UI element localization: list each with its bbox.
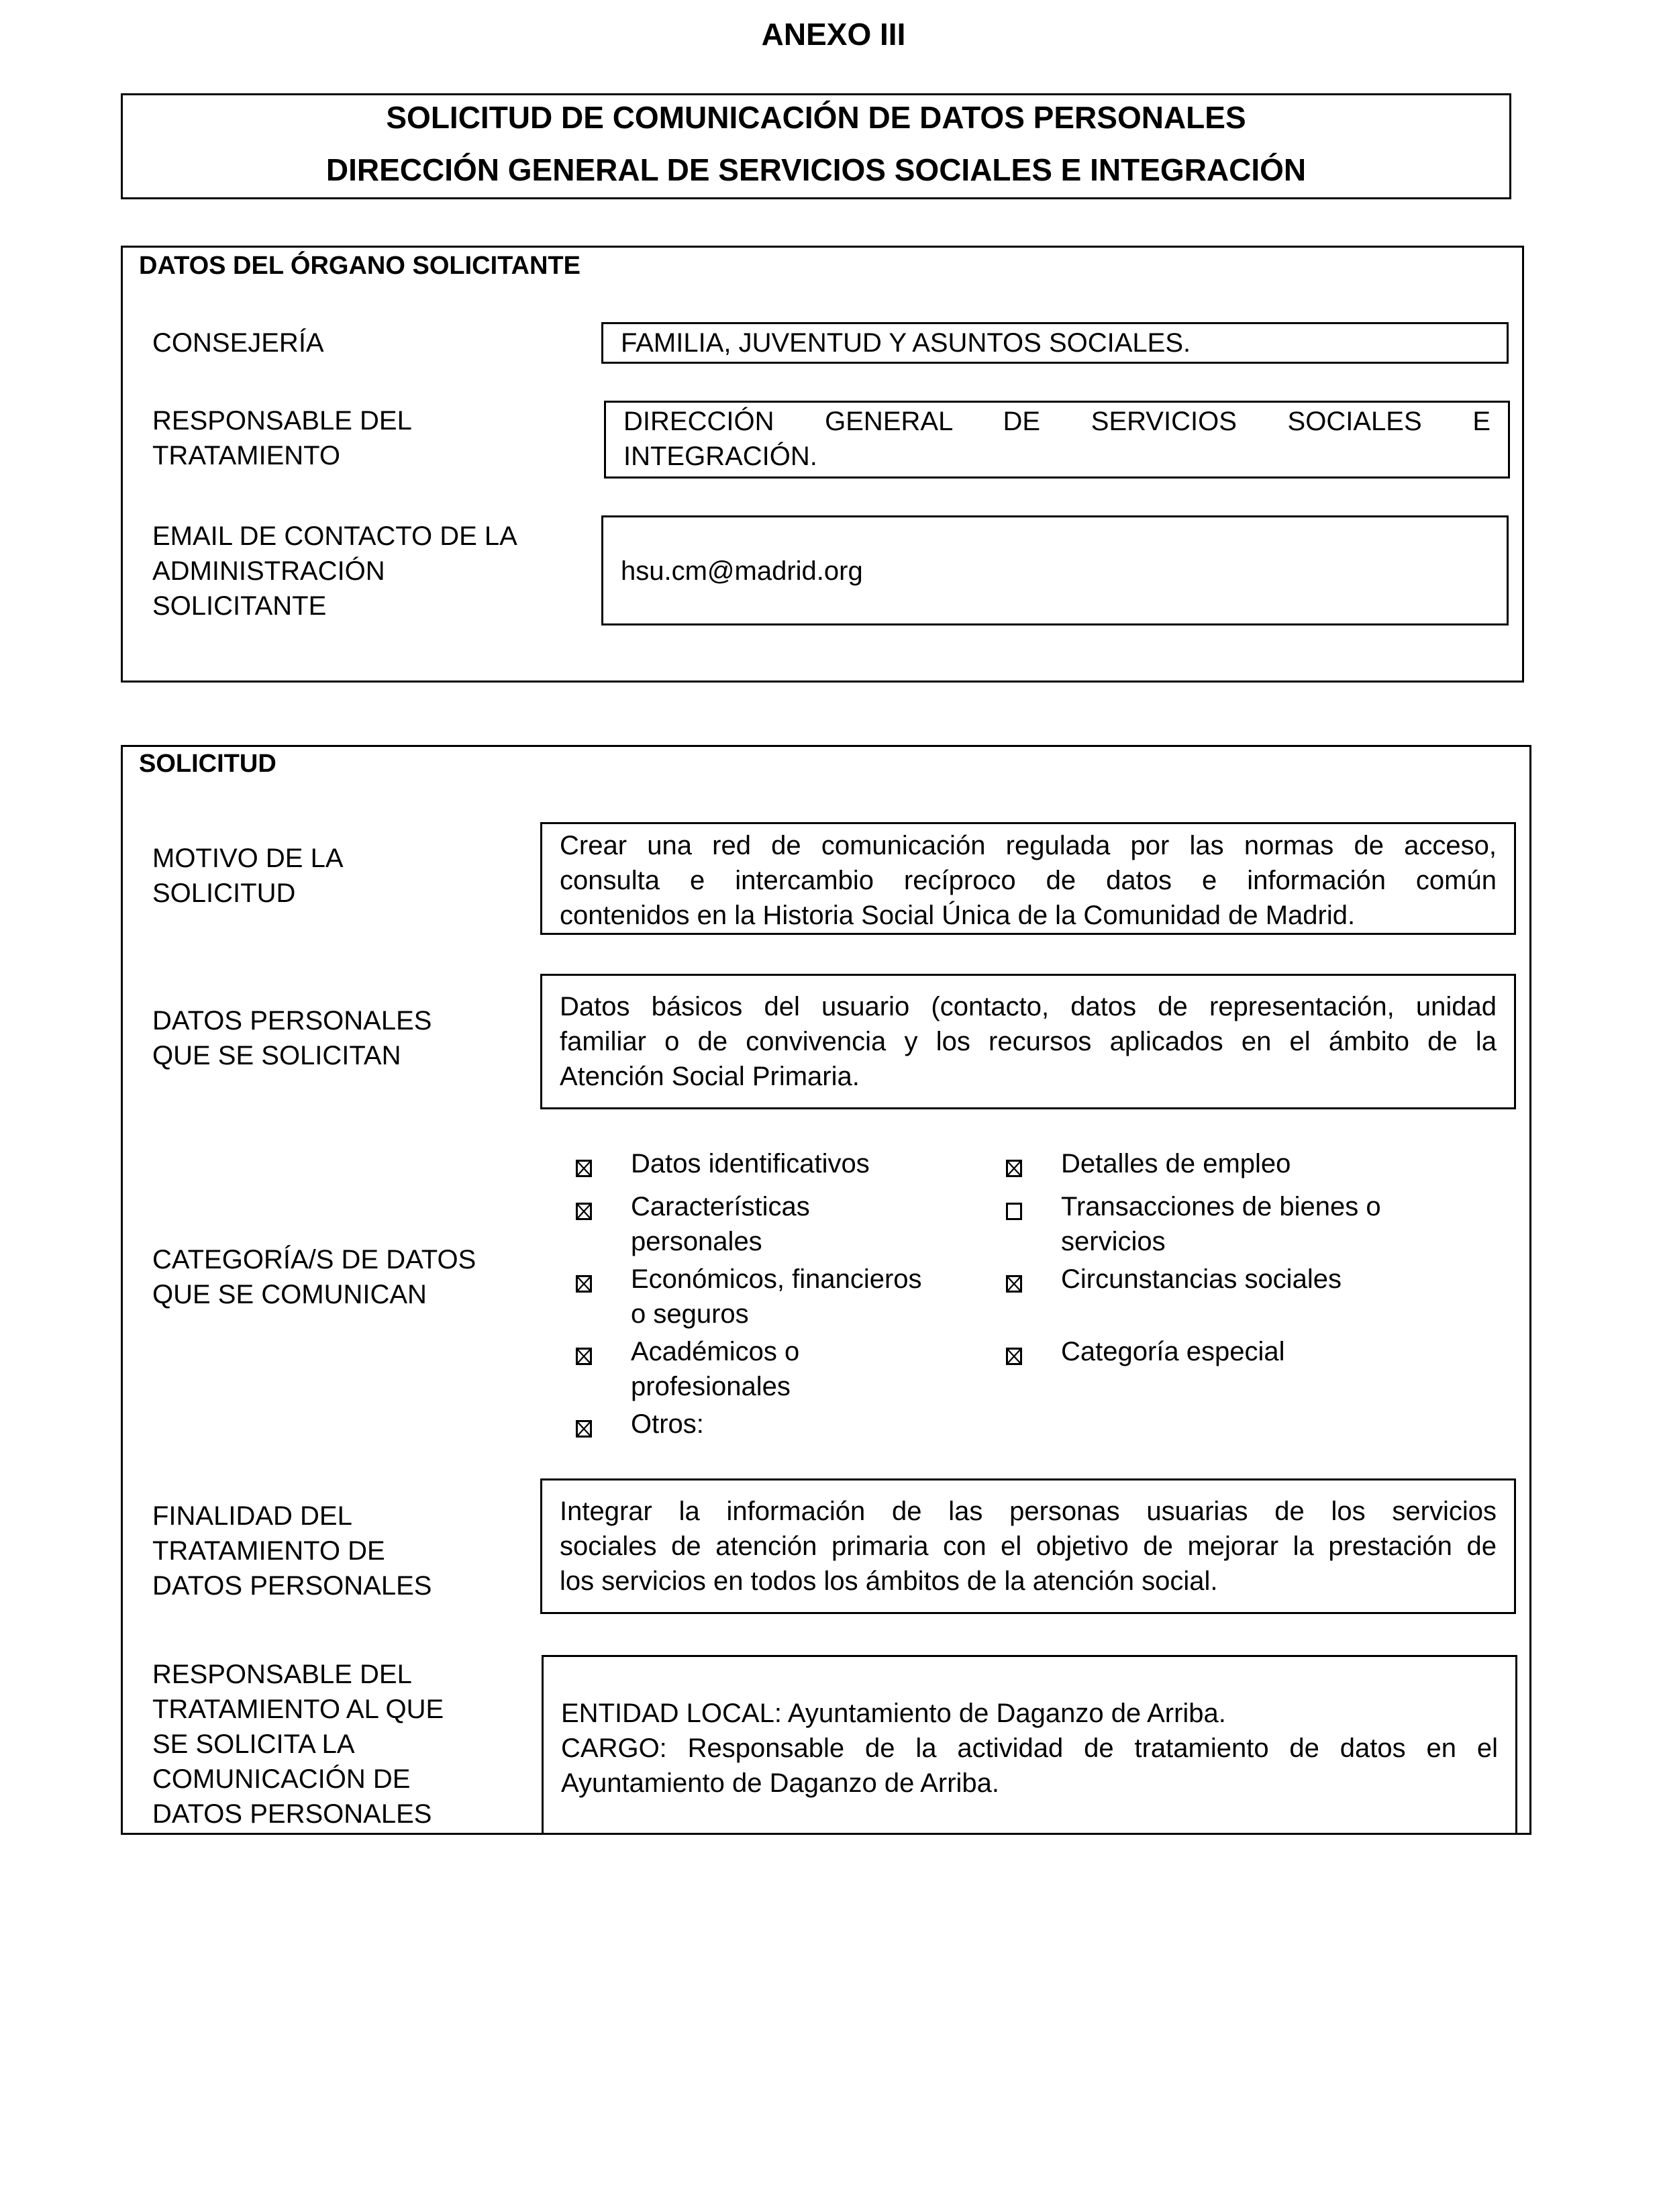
consejeria-value: FAMILIA, JUVENTUD Y ASUNTOS SOCIALES.: [621, 328, 1191, 358]
section-title: SOLICITUD: [139, 750, 276, 778]
motivo-label: [152, 841, 344, 911]
responsable-destino-field[interactable]: [542, 1655, 1517, 1835]
email-field[interactable]: [601, 515, 1509, 625]
label-line: FINALIDAD DEL: [152, 1501, 352, 1531]
label-line: RESPONSABLE DEL: [152, 1660, 412, 1689]
checkbox-label: profesionales: [631, 1372, 791, 1401]
datos-value-line: familiar o de convivencia y los recursos aplicados en el ámbito de la: [560, 1027, 1497, 1056]
checkbox-checked-icon[interactable]: [576, 1420, 592, 1438]
datos-personales-field[interactable]: [540, 974, 1516, 1109]
responsable-value-line: INTEGRACIÓN.: [623, 442, 817, 471]
finalidad-value-line: los servicios en todos los ámbitos de la atención social.: [560, 1566, 1218, 1596]
checkbox-checked-icon[interactable]: [576, 1203, 592, 1220]
checkbox-label: servicios: [1061, 1227, 1166, 1256]
label-line: DATOS PERSONALES: [152, 1571, 432, 1601]
label-line: QUE SE COMUNICAN: [152, 1280, 427, 1309]
label-line: SOLICITANTE: [152, 591, 327, 621]
label-line: TRATAMIENTO AL QUE: [152, 1695, 444, 1724]
checkbox-checked-icon[interactable]: [576, 1160, 592, 1177]
finalidad-value-line: sociales de atención primaria con el objetivo de mejorar la prestación de: [560, 1531, 1497, 1561]
checkbox-label: Características: [631, 1192, 810, 1221]
label-line: TRATAMIENTO DE: [152, 1536, 385, 1566]
checkbox-label: personales: [631, 1227, 762, 1256]
checkbox-label: Económicos, financieros: [631, 1264, 922, 1294]
responsable-destino-value-line: CARGO: Responsable de la actividad de tratamiento de datos en el: [561, 1733, 1498, 1763]
consejeria-field[interactable]: [601, 322, 1509, 364]
consejeria-label: CONSEJERÍA: [152, 328, 324, 358]
checkbox-checked-icon[interactable]: [576, 1348, 592, 1365]
responsable-field[interactable]: [604, 401, 1510, 479]
label-line: TRATAMIENTO: [152, 441, 340, 470]
label-line: RESPONSABLE DEL: [152, 406, 412, 436]
finalidad-value-line: Integrar la información de las personas usuarias de los servicios: [560, 1497, 1497, 1526]
label-line: SOLICITUD: [152, 878, 296, 908]
checkbox-label: Categoría especial: [1061, 1337, 1285, 1366]
checkbox-checked-icon[interactable]: [1006, 1160, 1022, 1177]
email-label: [152, 519, 517, 623]
label-line: DATOS PERSONALES: [152, 1006, 432, 1036]
label-line: EMAIL DE CONTACTO DE LA: [152, 521, 517, 551]
annex-title: ANEXO III: [761, 17, 906, 52]
motivo-value-line: consulta e intercambio recíproco de datos e información común: [560, 866, 1497, 895]
checkbox-label: Transacciones de bienes o: [1061, 1192, 1381, 1221]
motivo-value-line: Crear una red de comunicación regulada por las normas de acceso,: [560, 831, 1497, 860]
label-line: DATOS PERSONALES: [152, 1799, 432, 1829]
label-line: ADMINISTRACIÓN: [152, 556, 385, 586]
checkbox-label: o seguros: [631, 1299, 749, 1329]
label-line: MOTIVO DE LA: [152, 844, 344, 873]
finalidad-label: [152, 1499, 432, 1603]
responsable-destino-label: [152, 1657, 444, 1831]
label-line: CATEGORÍA/S DE DATOS: [152, 1245, 476, 1274]
label-line: COMUNICACIÓN DE: [152, 1764, 411, 1794]
checkbox-label: Circunstancias sociales: [1061, 1264, 1342, 1294]
responsable-destino-value-line: ENTIDAD LOCAL: Ayuntamiento de Daganzo de Arriba.: [561, 1699, 1226, 1728]
section-title: DATOS DEL ÓRGANO SOLICITANTE: [139, 252, 580, 280]
checkbox-label: Otros:: [631, 1409, 704, 1439]
document-title-box: [121, 93, 1511, 199]
responsable-value-line: DIRECCIÓN GENERAL DE SERVICIOS SOCIALES E: [623, 407, 1491, 436]
responsable-destino-value-line: Ayuntamiento de Daganzo de Arriba.: [561, 1768, 1000, 1798]
motivo-field[interactable]: [540, 822, 1516, 935]
responsable-label: [152, 403, 412, 473]
checkbox-checked-icon[interactable]: [576, 1275, 592, 1293]
email-value: hsu.cm@madrid.org: [621, 556, 863, 586]
motivo-value-line: contenidos en la Historia Social Única de la Comunidad de Madrid.: [560, 901, 1356, 930]
document-subtitle: DIRECCIÓN GENERAL DE SERVICIOS SOCIALES E INTEGRACIÓN: [325, 152, 1307, 187]
datos-value-line: Datos básicos del usuario (contacto, datos de representación, unidad: [560, 992, 1497, 1021]
checkbox-label: Detalles de empleo: [1061, 1149, 1291, 1178]
checkbox-checked-icon[interactable]: [1006, 1275, 1022, 1293]
datos-value-line: Atención Social Primaria.: [560, 1062, 860, 1091]
categorias-label: [152, 1242, 476, 1312]
label-line: SE SOLICITA LA: [152, 1729, 355, 1759]
checkbox-label: Datos identificativos: [631, 1149, 870, 1178]
document-title: SOLICITUD DE COMUNICACIÓN DE DATOS PERSONALES: [386, 100, 1246, 135]
checkbox-unchecked-icon[interactable]: [1006, 1203, 1022, 1220]
checkbox-checked-icon[interactable]: [1006, 1348, 1022, 1365]
finalidad-field[interactable]: [540, 1478, 1516, 1614]
label-line: QUE SE SOLICITAN: [152, 1041, 401, 1070]
datos-personales-label: [152, 1003, 432, 1073]
checkbox-label: Académicos o: [631, 1337, 800, 1366]
